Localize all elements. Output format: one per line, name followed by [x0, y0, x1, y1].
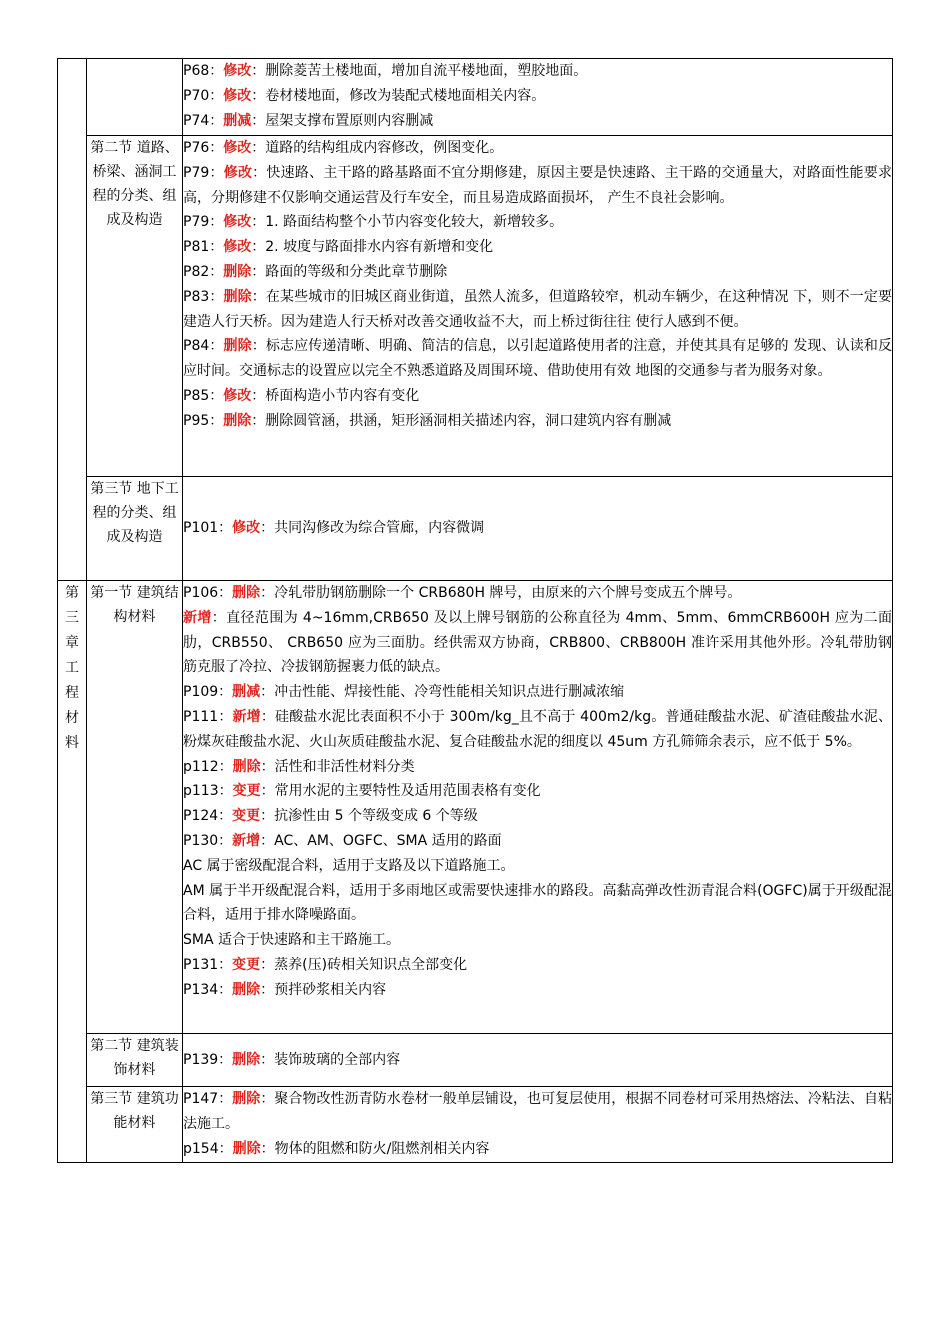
change-description: ：桥面构造小节内容有变化	[251, 387, 420, 404]
page-ref: P79：	[183, 164, 224, 181]
change-type-label: 变更	[232, 956, 261, 973]
change-description: ：删除圆管涵，拱涵，矩形涵洞相关描述内容，洞口建筑内容有删减	[251, 412, 672, 429]
change-description: ：物体的阻燃和防火/阻燃剂相关内容	[260, 1140, 490, 1157]
section-title: 第三节 建筑功能材料	[90, 1091, 179, 1131]
chapter-cell	[58, 59, 87, 581]
page-ref: P130：	[183, 832, 233, 849]
page-ref: p154：	[183, 1140, 233, 1157]
content-line	[183, 235, 892, 260]
section-title: 第二节 建筑装饰材料	[90, 1038, 179, 1078]
section-cell	[87, 477, 183, 581]
content-line	[183, 136, 892, 161]
section-title: 第二节 道路、桥梁、涵洞工程的分类、组成及构造	[90, 140, 179, 228]
change-description: AM 属于半开级配混合料，适用于多雨地区或需要快速排水的路段。高黏高弹改性沥青混合料(OGFC)属于开级配混合料，适用于排水降噪路面。	[183, 882, 892, 924]
page-ref: P134：	[183, 981, 233, 998]
change-type-label: 删除	[223, 263, 252, 280]
content-line	[183, 334, 892, 384]
change-description: ：抗渗性由 5 个等级变成 6 个等级	[260, 808, 478, 825]
change-description: ：快速路、主干路的路基路面不宜分期修建，原因主要是快速路、主干路的交通量大，对路面性能要求高，分期修建不仅影响交通运营及行车安全，而且易造成路面损坏， 产生不良社会影响。	[183, 164, 893, 206]
content-line	[183, 384, 892, 409]
page-ref: P109：	[183, 684, 233, 701]
table-row	[58, 136, 893, 477]
change-type-label: 修改	[223, 164, 253, 181]
change-description: ：常用水泥的主要特性及适用范围表格有变化	[260, 783, 541, 800]
content-line	[183, 161, 892, 211]
change-description: ：蒸养(压)砖相关知识点全部变化	[260, 956, 468, 973]
change-type-label: 新增	[183, 609, 212, 626]
content-cell	[183, 1087, 893, 1163]
page-ref: P84：	[183, 338, 224, 355]
section-cell	[87, 59, 183, 136]
change-description: ：卷材楼地面，修改为装配式楼地面相关内容。	[251, 87, 546, 104]
page-ref: P74：	[183, 112, 224, 129]
change-description: ：冲击性能、焊接性能、冷弯性能相关知识点进行删减浓缩	[260, 684, 625, 701]
change-description: ：共同沟修改为综合管廊，内容微调	[260, 520, 485, 537]
page-ref: p113：	[183, 783, 233, 800]
page-ref: P76：	[183, 140, 224, 156]
content-line	[183, 516, 892, 541]
content-line	[183, 705, 892, 755]
change-type-label: 删除	[232, 981, 261, 998]
content-line	[183, 59, 892, 84]
section-title: 第三节 地下工程的分类、组成及构造	[90, 481, 179, 545]
page-ref: P124：	[183, 808, 233, 825]
change-type-label: 修改	[223, 239, 252, 256]
chapter-title: 第三章工程材料	[65, 585, 79, 751]
content-line	[183, 1087, 892, 1137]
content-line	[183, 260, 892, 285]
page-ref: P131：	[183, 956, 233, 973]
change-type-label: 修改	[223, 140, 252, 156]
page-ref: P139：	[183, 1051, 233, 1068]
page-ref: P111：	[183, 708, 233, 725]
content-line	[183, 854, 892, 879]
page-ref: P68：	[183, 63, 224, 79]
section-cell	[87, 581, 183, 1034]
content-line	[183, 1048, 892, 1073]
content-line	[183, 84, 892, 109]
change-description: ：预拌砂浆相关内容	[260, 981, 387, 998]
content-line	[183, 779, 892, 804]
change-type-label: 修改	[223, 63, 252, 79]
change-type-label: 删除	[223, 288, 252, 305]
change-description: ：AC、AM、OGFC、SMA 适用的路面	[260, 832, 502, 849]
page-ref: P106：	[183, 585, 233, 601]
change-type-label: 删除	[232, 1091, 261, 1107]
content-cell	[183, 59, 893, 136]
content-line	[183, 879, 892, 929]
content-line	[183, 829, 892, 854]
change-description: ：活性和非活性材料分类	[260, 758, 415, 775]
change-description: ：1. 路面结构整个小节内容变化较大，新增较多。	[251, 214, 564, 231]
change-description: ：冷轧带肋钢筋删除一个 CRB680H 牌号，由原来的六个牌号变成五个牌号。	[260, 585, 742, 601]
change-type-label: 新增	[232, 708, 261, 725]
content-line	[183, 804, 892, 829]
change-type-label: 删除	[232, 1140, 261, 1157]
content-line	[183, 1137, 892, 1162]
change-description: ：2. 坡度与路面排水内容有新增和变化	[251, 239, 494, 256]
change-description: ：直径范围为 4~16mm,CRB650 及以上牌号钢筋的公称直径为 4mm、5mm、6mmCRB600H 应为二面肋，CRB550、 CRB650 应为三面肋。经供需双方协商，CRB800、CRB800H 准许采用其他外形。冷轧带肋钢筋克服了冷拉、冷拔钢筋握裹力低的缺点。	[183, 609, 893, 676]
change-type-label: 修改	[223, 214, 252, 231]
section-cell	[87, 136, 183, 477]
content-line	[183, 606, 892, 680]
change-type-label: 删除	[232, 758, 261, 775]
content-line	[183, 978, 892, 1003]
change-type-label: 删除	[232, 1051, 261, 1068]
change-type-label: 修改	[223, 387, 252, 404]
change-type-label: 删除	[223, 412, 252, 429]
chapter-cell	[58, 581, 87, 1163]
change-description: SMA 适合于快速路和主干路施工。	[183, 932, 400, 949]
change-description: ：聚合物改性沥青防水卷材一般单层铺设，也可复层使用，根据不同卷材可采用热熔法、冷粘法、自粘法施工。	[183, 1091, 893, 1132]
section-cell	[87, 1034, 183, 1087]
table-row	[58, 59, 893, 136]
page-ref: P147：	[183, 1091, 233, 1107]
change-type-label: 变更	[232, 808, 261, 825]
change-type-label: 修改	[232, 520, 261, 537]
revision-table	[57, 58, 893, 1163]
change-type-label: 删减	[232, 684, 261, 701]
content-line	[183, 755, 892, 780]
content-line	[183, 109, 892, 134]
content-line	[183, 285, 892, 335]
section-title: 第一节 建筑结构材料	[90, 585, 179, 625]
change-description: ：屋架支撑布置原则内容删减	[251, 112, 434, 129]
change-description: ：硅酸盐水泥比表面积不小于 300m/kg_且不高于 400m2/kg。普通硅酸盐水泥、矿渣硅酸盐水泥、粉煤灰硅酸盐水泥、火山灰质硅酸盐水泥、复合硅酸盐水泥的细度以 45um 方孔筛筛余表示，应不低于 5%。	[183, 708, 892, 750]
change-description: ：在某些城市的旧城区商业街道，虽然人流多，但道路较窄，机动车辆少，在这种情况 下，则不一定要建造人行天桥。因为建造人行天桥对改善交通收益不大，而上桥过街往往 使行人感到不便。	[183, 288, 892, 330]
table-row	[58, 477, 893, 581]
page-ref: P70：	[183, 87, 224, 104]
page-ref: P82：	[183, 263, 224, 280]
change-description: ：装饰玻璃的全部内容	[260, 1051, 401, 1068]
content-cell	[183, 581, 893, 1034]
change-type-label: 新增	[232, 832, 261, 849]
change-type-label: 变更	[232, 783, 261, 800]
section-cell	[87, 1087, 183, 1163]
table-row	[58, 581, 893, 1034]
table-row	[58, 1034, 893, 1087]
content-line	[183, 581, 892, 606]
page-ref: P101：	[183, 520, 233, 537]
content-line	[183, 928, 892, 953]
change-description: AC 属于密级配混合料，适用于支路及以下道路施工。	[183, 857, 515, 874]
content-line	[183, 210, 892, 235]
change-type-label: 删减	[223, 112, 252, 129]
content-cell	[183, 1034, 893, 1087]
page-ref: P83：	[183, 288, 224, 305]
page-ref: p112：	[183, 758, 233, 775]
page-ref: P95：	[183, 412, 224, 429]
content-cell	[183, 477, 893, 581]
change-description: ：标志应传递清晰、明确、简洁的信息，以引起道路使用者的注意，并使其具有足够的 发现、认读和反应时间。交通标志的设置应以完全不熟悉道路及周围环境、借助使用有效 地图的交通参与者为服务对象。	[183, 338, 892, 380]
content-line	[183, 680, 892, 705]
change-description: ：道路的结构组成内容修改，例图变化。	[251, 140, 504, 156]
change-type-label: 删除	[223, 338, 252, 355]
table-row	[58, 1087, 893, 1163]
content-line	[183, 953, 892, 978]
content-line	[183, 409, 892, 434]
change-type-label: 删除	[232, 585, 261, 601]
change-type-label: 修改	[223, 87, 252, 104]
change-description: ：删除菱苦土楼地面，增加自流平楼地面，塑胶地面。	[251, 63, 588, 79]
change-description: ：路面的等级和分类此章节删除	[251, 263, 448, 280]
page-ref: P79：	[183, 214, 224, 231]
content-cell	[183, 136, 893, 477]
page-ref: P81：	[183, 239, 224, 256]
page-ref: P85：	[183, 387, 224, 404]
